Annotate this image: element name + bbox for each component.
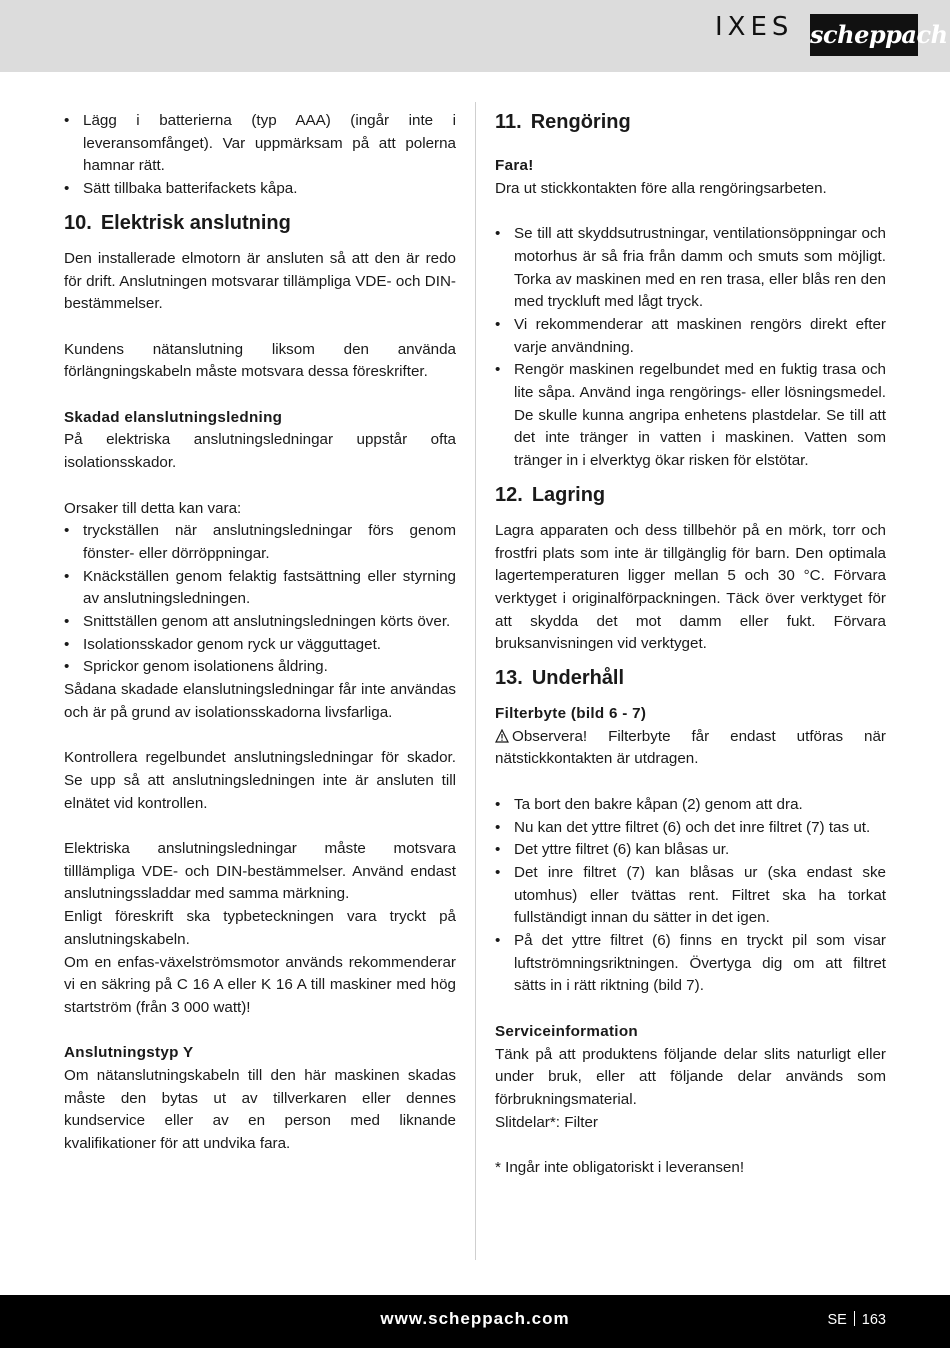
causes-list	[64, 520, 456, 679]
paragraph: Kundens nätanslutning liksom den använda förlängningskabeln måste motsvara dessa föreskrifter.	[64, 340, 456, 381]
section-number: 11.	[495, 111, 522, 133]
list-item: • Det inre filtret (7) kan blåsas ur (ska endast ske utomhus) eller tvättas rent. Filtret ska ha torkat fullständigt innan du sätter in det igen.	[495, 862, 886, 930]
footnote: * Ingår inte obligatoriskt i leveransen!	[495, 1159, 745, 1177]
section-number: 10.	[64, 211, 92, 234]
list-item: • På det yttre filtret (6) finns en tryckt pil som visar luftströmningsriktningen. Övertyga dig om att filtret sätts in i rätt riktning (bild 7).	[495, 930, 886, 998]
warning-text: Observera! Filterbyte får endast utföras när nätstickkontakten är utdragen.	[495, 727, 886, 768]
subheading: Anslutningstyp Y	[64, 1044, 194, 1062]
warning-icon	[495, 729, 509, 743]
danger-heading: Fara!	[495, 157, 534, 174]
section-heading-12	[495, 473, 886, 520]
section-heading-11	[495, 110, 886, 155]
section-heading-10	[64, 201, 456, 248]
list-item: • Sprickor genom isolationens åldring.	[64, 656, 456, 679]
left-column	[64, 110, 456, 1156]
paragraph: Enligt föreskrift ska typbeteckningen vara tryckt på anslutningskabeln.	[64, 908, 456, 948]
subheading: Serviceinformation	[495, 1022, 638, 1040]
list-item: • Nu kan det yttre filtret (6) och det inre filtret (7) tas ut.	[495, 817, 886, 840]
subheading: Skadad elanslutningsledning	[64, 408, 283, 426]
list-item: • Vi rekommenderar att maskinen rengörs direkt efter varje användning.	[495, 314, 886, 359]
paragraph: På elektriska anslutningsledningar uppstår ofta isolationsskador.	[64, 431, 456, 472]
paragraph: Kontrollera regelbundet anslutningsledningar för skador. Se upp så att anslutningsledningen inte är ansluten till elnätet vid kontrollen.	[64, 749, 456, 812]
right-column	[495, 110, 886, 1180]
scheppach-logo: scheppach	[810, 14, 918, 56]
warning-paragraph	[495, 726, 886, 771]
website-url: www.scheppach.com	[380, 1309, 570, 1328]
cleaning-list	[495, 223, 886, 473]
section-number: 13.	[495, 667, 523, 690]
section-title: Elektrisk anslutning	[100, 211, 291, 234]
paragraph: Sådana skadade elanslutningsledningar får inte användas och är på grund av isolationsskadorna livsfarliga.	[64, 681, 456, 721]
page-footer	[0, 1295, 950, 1348]
list-item: • tryckställen när anslutningsledningar förs genom fönster- eller dörröppningar.	[64, 520, 456, 565]
section-number: 12.	[495, 483, 523, 506]
section-title: Rengöring	[530, 111, 631, 133]
page-number-value: 163	[861, 1312, 886, 1328]
page-header	[0, 0, 950, 72]
language-code: SE	[827, 1312, 847, 1328]
section-heading-13	[495, 656, 886, 703]
list-item: • Det yttre filtret (6) kan blåsas ur.	[495, 839, 886, 862]
list-item: • Snittställen genom att anslutningsledningen körts över.	[64, 611, 456, 634]
section-title: Lagring	[531, 483, 606, 506]
paragraph: Orsaker till detta kan vara:	[64, 499, 242, 517]
list-item: • Lägg i batterierna (typ AAA) (ingår inte i leveransomfånget). Var uppmärksam på att polerna hamnar rätt.	[64, 110, 456, 178]
list-item: • Knäckställen genom felaktig fastsättning eller styrning av anslutningsledningen.	[64, 566, 456, 611]
paragraph: Elektriska anslutningsledningar måste motsvara tilllämpliga VDE- och DIN-bestämmelser. Använd endast anslutningssladdar med samma märkning.	[64, 840, 456, 903]
ixes-logo: IXES	[715, 12, 794, 42]
page-number	[827, 1311, 886, 1328]
subheading: Filterbyte (bild 6 - 7)	[495, 705, 647, 723]
paragraph: Tänk på att produktens följande delar slits naturligt eller under bruk, eller att följande delar används som förbrukningsmaterial.	[495, 1045, 886, 1108]
paragraph: Om nätanslutningskabeln till den här maskinen skadas måste den bytas ut av tillverkaren eller dennes kundservice eller av en person med liknande kvalifikationer för att undvika fara.	[64, 1067, 456, 1153]
list-item: • Isolationsskador genom ryck ur vägguttaget.	[64, 634, 456, 657]
paragraph: Lagra apparaten och dess tillbehör på en mörk, torr och frostfri plats som inte är tillgänglig för barn. Den optimala lagertemperaturen ligger mellan 5 och 30 °C. Förvara verktyget i originalförpackningen. Täck över verktyget för att skydda det mot damm eller fukt. Förvara bruksanvisningen vid verktyget.	[495, 521, 886, 653]
section-title: Underhåll	[531, 667, 625, 690]
column-divider	[475, 102, 476, 1260]
paragraph: Dra ut stickkontakten före alla rengöringsarbeten.	[495, 179, 827, 197]
list-item: • Se till att skyddsutrustningar, ventilationsöppningar och motorhus är så fria från damm och smuts som möjligt. Torka av maskinen med en ren trasa, eller blås ren den med tryckluft med lågt tryck.	[495, 223, 886, 314]
list-item: • Sätt tillbaka batterifackets kåpa.	[64, 178, 456, 201]
battery-instructions-list	[64, 110, 456, 201]
list-item: • Ta bort den bakre kåpan (2) genom att dra.	[495, 794, 886, 817]
paragraph: Den installerade elmotorn är ansluten så att den är redo för drift. Anslutningen motsvarar tillämpliga VDE- och DIN-bestämmelser.	[64, 249, 456, 313]
paragraph: Slitdelar*: Filter	[495, 1113, 598, 1131]
list-item: • Rengör maskinen regelbundet med en fuktig trasa och lite såpa. Använd inga rengörings- eller lösningsmedel. De skulle kunna angripa enhetens plastdelar. Se till att det inte tränger in vatten i maskinen. Vatten som tränger in i elverktyg ökar risken för elstötar.	[495, 359, 886, 473]
filter-steps-list	[495, 794, 886, 998]
paragraph: Om en enfas-växelströmsmotor används rekommenderar vi en säkring på C 16 A eller K 16 A till maskiner med hög startström (från 3 000 watt)!	[64, 953, 456, 1016]
